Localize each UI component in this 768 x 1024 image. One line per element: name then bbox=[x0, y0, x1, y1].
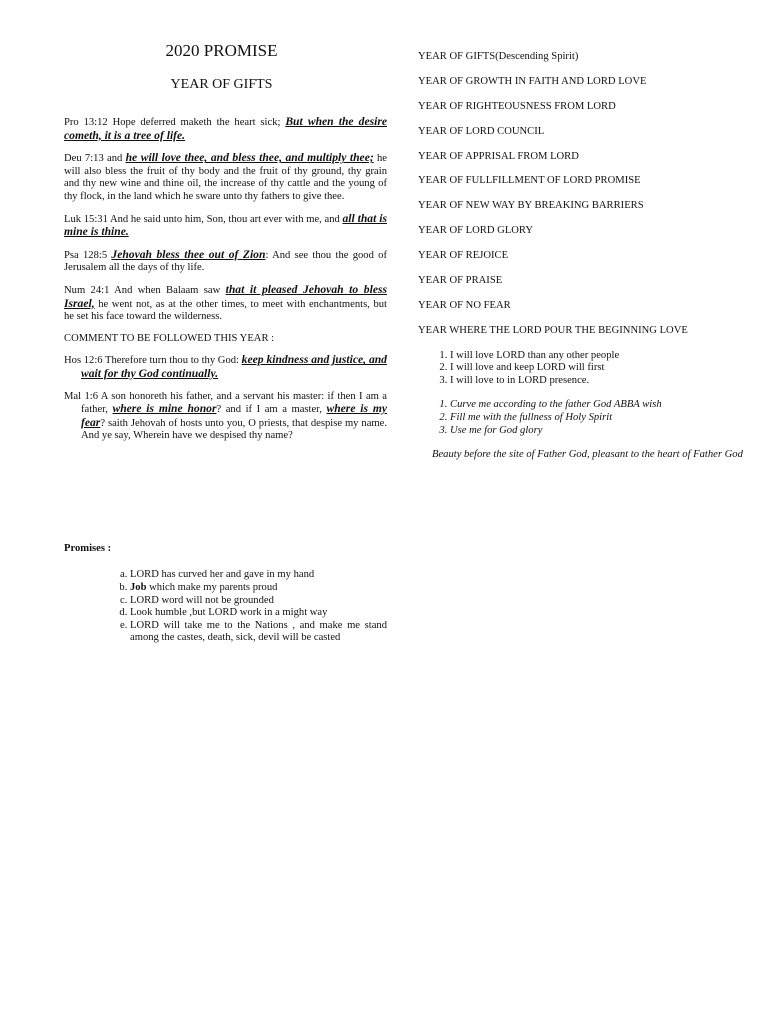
list-item: 1. Curve me according to the father God ABBA wish bbox=[450, 399, 748, 412]
list-item: d. Look humble ,but LORD work in a might way bbox=[130, 607, 387, 620]
verse-malachi: Mal 1:6 A son honoreth his father, and a servant his master: if then I am a father, where is mine honor? and if I am a master, where is my fear? saith Jehovah of hosts unto you, O priests, that despise my name. And ye say, Wherein have we despised thy name? bbox=[64, 390, 387, 442]
page-title: 2020 PROMISE bbox=[165, 41, 278, 60]
list-item: b. Job which make my parents proud bbox=[130, 582, 387, 595]
year-item: YEAR OF LORD COUNCIL bbox=[418, 125, 545, 137]
verse-numbers: Num 24:1 And when Balaam saw that it pleased Jehovah to bless Israel, he went not, as at the other times, to meet with enchantments, but he set his face toward the wilderness. bbox=[64, 282, 387, 323]
year-item: YEAR OF LORD GLORY bbox=[418, 225, 534, 237]
list-item: 2. Fill me with the fullness of Holy Spirit bbox=[450, 412, 748, 425]
list-item: 3. I will love to in LORD presence. bbox=[450, 375, 748, 388]
prayers-list bbox=[418, 399, 748, 437]
year-item: YEAR OF RIGHTEOUSNESS FROM LORD bbox=[418, 100, 616, 112]
year-item: YEAR OF FULLFILLMENT OF LORD PROMISE bbox=[418, 175, 641, 187]
year-item: YEAR OF GIFTS(Descending Spirit) bbox=[418, 51, 579, 62]
resolutions-list bbox=[418, 350, 748, 388]
year-item: YEAR OF NEW WAY BY BREAKING BARRIERS bbox=[418, 200, 644, 212]
list-item: a. LORD has curved her and gave in my hand bbox=[130, 569, 387, 582]
verse-luke: Luk 15:31 And he said unto him, Son, thou art ever with me, and all that is mine is thine. bbox=[64, 211, 387, 239]
year-item: YEAR OF APPRISAL FROM LORD bbox=[418, 150, 579, 162]
year-item: YEAR OF NO FEAR bbox=[418, 299, 511, 311]
verse-proverbs: Pro 13:12 Hope deferred maketh the heart sick; But when the desire cometh, it is a tree of life. bbox=[64, 115, 387, 142]
list-item: 1. I will love LORD than any other people bbox=[450, 350, 748, 363]
comment-heading: COMMENT TO BE FOLLOWED THIS YEAR : bbox=[64, 332, 275, 344]
list-item: e. LORD will take me to the Nations , and make me stand among the castes, death, sick, devil will be casted bbox=[130, 620, 387, 645]
page-subtitle: YEAR OF GIFTS bbox=[170, 77, 273, 92]
year-item: YEAR OF PRAISE bbox=[418, 275, 503, 287]
right-column bbox=[418, 51, 748, 462]
list-item: c. LORD word will not be grounded bbox=[130, 595, 387, 608]
year-item: YEAR OF GROWTH IN FAITH AND LORD LOVE bbox=[418, 75, 647, 87]
list-item: 2. I will love and keep LORD will first bbox=[450, 362, 748, 375]
left-column bbox=[64, 40, 387, 645]
verse-psalm: Psa 128:5 Jehovah bless thee out of Zion: And see thou the good of Jerusalem all the days of thy life. bbox=[64, 247, 388, 274]
year-item: YEAR OF REJOICE bbox=[418, 250, 509, 262]
promises-list bbox=[64, 569, 387, 645]
verse-hosea: Hos 12:6 Therefore turn thou to thy God: keep kindness and justice, and wait for thy God continually. bbox=[64, 353, 387, 380]
verse-deuteronomy: Deu 7:13 and he will love thee, and bless thee, and multiply thee; he will also bless the fruit of thy body and the fruit of thy ground, thy grain and thy new wine and thine oil, the increase of thy cattle and the young of thy flock, in the land which he sware unto thy fathers to give thee. bbox=[64, 151, 387, 202]
list-item: 3. Use me for God glory bbox=[450, 425, 748, 438]
promises-heading: Promises : bbox=[64, 542, 112, 554]
closing-line: Beauty before the site of Father God, pleasant to the heart of Father God bbox=[432, 449, 743, 461]
year-item: YEAR WHERE THE LORD POUR THE BEGINNING LOVE bbox=[418, 324, 688, 336]
